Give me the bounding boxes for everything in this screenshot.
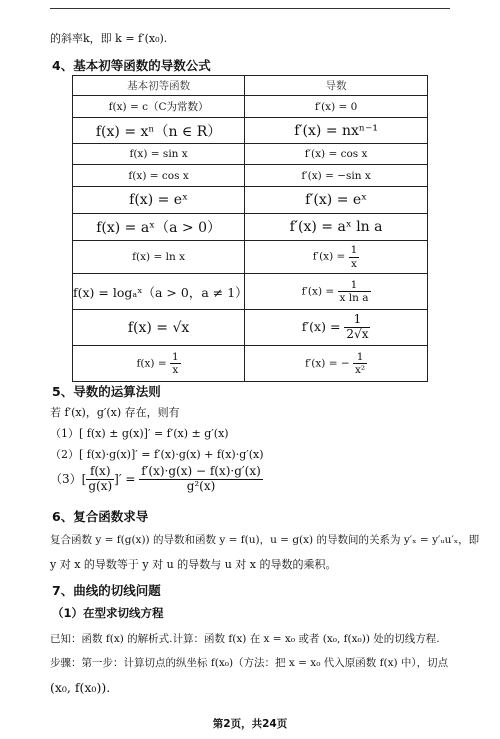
derivative-prefix: f′(x) = bbox=[301, 319, 341, 334]
section-6-title: 6、复合函数求导 bbox=[52, 509, 149, 524]
denominator: x ln a bbox=[339, 292, 369, 304]
function-cell bbox=[73, 346, 245, 382]
denominator: 2√x bbox=[346, 327, 369, 341]
numerator: 1 bbox=[344, 313, 370, 328]
rules-condition: 若 f′(x)，g′(x) 存在，则有 bbox=[50, 406, 180, 419]
function-cell: f(x) = c（C为常数） bbox=[73, 96, 245, 118]
derivative-cell: f′(x) = cos x bbox=[245, 144, 428, 165]
column-header-function: 基本初等函数 bbox=[73, 76, 245, 96]
derivative-table bbox=[72, 75, 428, 382]
section-7-title: 7、曲线的切线问题 bbox=[52, 583, 161, 598]
numerator: 1 bbox=[171, 350, 179, 363]
intro-line: 的斜率k，即 k = f′(x₀). bbox=[50, 32, 168, 45]
table-row bbox=[73, 214, 428, 241]
table-row bbox=[73, 118, 428, 144]
denominator: g(x) bbox=[88, 478, 113, 493]
tangent-line-3: (x₀, f(x₀)). bbox=[50, 680, 111, 695]
function-cell: f(x) = aˣ（a > 0） bbox=[73, 214, 245, 241]
numerator: f(x) bbox=[86, 465, 114, 480]
derivative-cell bbox=[245, 346, 428, 382]
function-prefix: f(x) = bbox=[136, 357, 167, 370]
fraction bbox=[170, 351, 181, 376]
numerator: f′(x)·g(x) − f(x)·g′(x) bbox=[141, 464, 261, 478]
function-cell: f(x) = cos x bbox=[73, 165, 245, 187]
derivative-cell: f′(x) = −sin x bbox=[245, 165, 428, 187]
composite-line-1: 复合函数 y = f(g(x)) 的导数和函数 y = f(u)，u = g(x) 的导数间的关系为 y′ₓ = y′ᵤu′ₓ，即 bbox=[50, 534, 480, 546]
derivative-cell bbox=[245, 274, 428, 310]
table-row bbox=[73, 96, 428, 118]
section-4-title: 4、基本初等函数的导数公式 bbox=[52, 58, 211, 73]
numerator: 1 bbox=[353, 351, 367, 364]
page-number: 第2页，共24页 bbox=[212, 718, 288, 730]
derivative-cell: f′(x) = aˣ ln a bbox=[245, 214, 428, 241]
numerator: 1 bbox=[350, 244, 358, 257]
function-cell: f(x) = xⁿ（n ∈ R） bbox=[73, 118, 245, 144]
function-cell: f(x) = √x bbox=[73, 310, 245, 346]
derivative-cell: f′(x) = nxⁿ⁻¹ bbox=[245, 118, 428, 144]
table-row bbox=[73, 346, 428, 382]
function-cell: f(x) = logₐˣ（a > 0，a ≠ 1） bbox=[73, 274, 245, 310]
rule-1: （1）[ f(x) ± g(x)]′ = f′(x) ± g′(x) bbox=[50, 427, 229, 440]
header-rule bbox=[50, 8, 450, 9]
rule-3: （3）[ $\frac{f(x)}{g(x)}$ ]′ = $\frac{f'(x)\cdot g(x) - f(x)\cdot g'(x)}{\text{g²(x)}}$ bbox=[50, 464, 261, 493]
table-row bbox=[73, 241, 428, 274]
column-header-derivative: 导数 bbox=[245, 76, 428, 96]
function-cell: f(x) = sin x bbox=[73, 144, 245, 165]
table-row bbox=[73, 165, 428, 187]
numerator: 1 bbox=[338, 279, 371, 292]
derivative-cell: f′(x) = eˣ bbox=[245, 187, 428, 214]
derivative-prefix: f′(x) = bbox=[301, 285, 335, 298]
table-row bbox=[73, 310, 428, 346]
denominator: x² bbox=[355, 364, 366, 376]
denominator: x bbox=[351, 257, 357, 270]
table-row bbox=[73, 144, 428, 165]
tangent-line-1: 已知：函数 f(x) 的解析式.计算：函数 f(x) 在 x = x₀ 或者 (x₀, f(x₀)) 处的切线方程. bbox=[50, 633, 440, 645]
derivative-cell bbox=[245, 241, 428, 274]
derivative-cell bbox=[245, 310, 428, 346]
quotient-fraction bbox=[86, 465, 114, 494]
section-5-title: 5、导数的运算法则 bbox=[52, 384, 161, 399]
denominator: x bbox=[172, 364, 179, 376]
composite-line-2: y 对 x 的导数等于 y 对 u 的导数与 u 对 x 的导数的乘积。 bbox=[50, 558, 337, 571]
table-row bbox=[73, 187, 428, 214]
quotient-result-fraction bbox=[139, 465, 263, 494]
function-cell: f(x) = ln x bbox=[73, 241, 245, 274]
subsection-1-title: （1）在型求切线方程 bbox=[52, 606, 164, 620]
function-cell: f(x) = eˣ bbox=[73, 187, 245, 214]
derivative-prefix: f′(x) = − bbox=[305, 357, 350, 370]
denominator: g²(x) bbox=[186, 478, 216, 493]
rule-2: （2）[ f(x)·g(x)]′ = f′(x)·g(x) + f(x)·g′(x) bbox=[50, 448, 264, 461]
table-row bbox=[73, 274, 428, 310]
table-header-row bbox=[73, 76, 428, 96]
derivative-cell: f′(x) = 0 bbox=[245, 96, 428, 118]
tangent-line-2: 步骤：第一步：计算切点的纵坐标 f(x₀)（方法：把 x = x₀ 代入原函数 f(x) 中），切点 bbox=[50, 657, 449, 669]
fraction bbox=[349, 244, 360, 269]
fraction bbox=[344, 313, 370, 342]
rule-3-label: （3） bbox=[50, 471, 82, 486]
fraction bbox=[353, 351, 367, 376]
derivative-prefix: f′(x) = bbox=[312, 251, 346, 263]
fraction bbox=[338, 279, 371, 304]
